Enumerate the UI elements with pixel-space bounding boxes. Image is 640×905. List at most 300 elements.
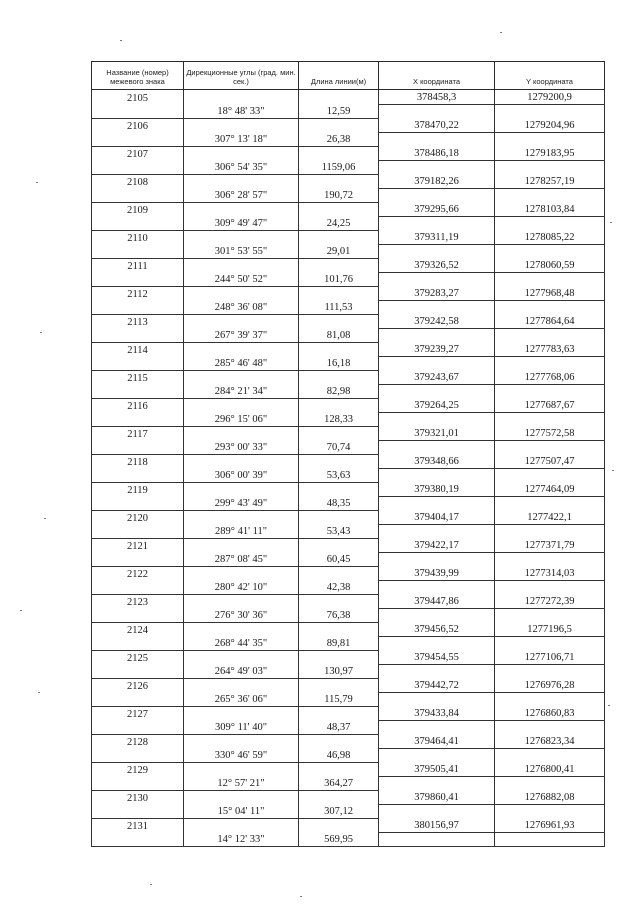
y-blank-cell	[495, 245, 605, 259]
angle-blank-cell	[184, 90, 299, 105]
line-row	[92, 413, 605, 427]
x-blank-cell	[379, 217, 495, 231]
length-blank-cell	[299, 454, 379, 469]
x-coordinate-cell: 379326,52	[379, 258, 495, 273]
x-coordinate-cell: 379239,27	[379, 342, 495, 357]
x-coordinate-cell: 379182,26	[379, 174, 495, 189]
line-row	[92, 105, 605, 119]
direction-angle-cell: 285° 46' 48"	[184, 357, 299, 371]
x-blank-cell	[379, 329, 495, 343]
marker-blank-cell	[92, 637, 184, 651]
direction-angle-cell: 15° 04' 11"	[184, 805, 299, 819]
marker-name-cell: 2116	[92, 398, 184, 413]
line-row	[92, 833, 605, 847]
line-row	[92, 133, 605, 147]
line-length-cell: 70,74	[299, 441, 379, 455]
point-row	[92, 398, 605, 413]
direction-angle-cell: 289° 41' 11"	[184, 525, 299, 539]
x-coordinate-cell: 379283,27	[379, 286, 495, 301]
x-coordinate-cell: 379433,84	[379, 706, 495, 721]
length-blank-cell	[299, 90, 379, 105]
length-blank-cell	[299, 734, 379, 749]
angle-blank-cell	[184, 314, 299, 329]
x-blank-cell	[379, 553, 495, 567]
marker-name-cell: 2114	[92, 342, 184, 357]
marker-name-cell: 2115	[92, 370, 184, 385]
line-length-cell: 16,18	[299, 357, 379, 371]
y-blank-cell	[495, 329, 605, 343]
x-blank-cell	[379, 133, 495, 147]
direction-angle-cell: 296° 15' 06"	[184, 413, 299, 427]
y-blank-cell	[495, 665, 605, 679]
line-length-cell: 128,33	[299, 413, 379, 427]
line-length-cell: 12,59	[299, 105, 379, 119]
line-row	[92, 357, 605, 371]
header-line-length: Длина линии(м)	[299, 62, 379, 90]
x-blank-cell	[379, 385, 495, 399]
angle-blank-cell	[184, 230, 299, 245]
line-length-cell: 89,81	[299, 637, 379, 651]
point-row	[92, 370, 605, 385]
line-length-cell: 46,98	[299, 749, 379, 763]
y-blank-cell	[495, 161, 605, 175]
scan-speck	[608, 705, 610, 706]
marker-blank-cell	[92, 385, 184, 399]
angle-blank-cell	[184, 706, 299, 721]
angle-blank-cell	[184, 790, 299, 805]
marker-blank-cell	[92, 609, 184, 623]
marker-name-cell: 2109	[92, 202, 184, 217]
marker-blank-cell	[92, 273, 184, 287]
direction-angle-cell: 307° 13' 18"	[184, 133, 299, 147]
y-coordinate-cell: 1277422,1	[495, 510, 605, 525]
x-blank-cell	[379, 581, 495, 595]
x-blank-cell	[379, 721, 495, 735]
x-coordinate-cell: 380156,97	[379, 818, 495, 833]
y-coordinate-cell: 1278085,22	[495, 230, 605, 245]
line-length-cell: 111,53	[299, 301, 379, 315]
angle-blank-cell	[184, 370, 299, 385]
scan-speck	[40, 332, 42, 333]
direction-angle-cell: 264° 49' 03"	[184, 665, 299, 679]
marker-blank-cell	[92, 777, 184, 791]
line-row	[92, 189, 605, 203]
x-coordinate-cell: 378458,3	[379, 90, 495, 105]
angle-blank-cell	[184, 538, 299, 553]
point-row	[92, 314, 605, 329]
direction-angle-cell: 306° 54' 35"	[184, 161, 299, 175]
y-coordinate-cell: 1277968,48	[495, 286, 605, 301]
line-row	[92, 469, 605, 483]
point-row	[92, 426, 605, 441]
line-length-cell: 48,35	[299, 497, 379, 511]
length-blank-cell	[299, 230, 379, 245]
header-y-coordinate: Y координата	[495, 62, 605, 90]
direction-angle-cell: 276° 30' 36"	[184, 609, 299, 623]
x-coordinate-cell: 379447,86	[379, 594, 495, 609]
angle-blank-cell	[184, 510, 299, 525]
x-blank-cell	[379, 273, 495, 287]
line-length-cell: 48,37	[299, 721, 379, 735]
point-row	[92, 510, 605, 525]
length-blank-cell	[299, 594, 379, 609]
length-blank-cell	[299, 426, 379, 441]
x-coordinate-cell: 379439,99	[379, 566, 495, 581]
marker-blank-cell	[92, 217, 184, 231]
point-row	[92, 650, 605, 665]
x-blank-cell	[379, 833, 495, 847]
marker-name-cell: 2125	[92, 650, 184, 665]
y-coordinate-cell: 1276961,93	[495, 818, 605, 833]
y-blank-cell	[495, 721, 605, 735]
length-blank-cell	[299, 566, 379, 581]
line-length-cell: 190,72	[299, 189, 379, 203]
x-blank-cell	[379, 609, 495, 623]
x-coordinate-cell: 379321,01	[379, 426, 495, 441]
marker-blank-cell	[92, 413, 184, 427]
length-blank-cell	[299, 706, 379, 721]
direction-angle-cell: 301° 53' 55"	[184, 245, 299, 259]
direction-angle-cell: 265° 36' 06"	[184, 693, 299, 707]
marker-blank-cell	[92, 693, 184, 707]
line-length-cell: 81,08	[299, 329, 379, 343]
x-blank-cell	[379, 693, 495, 707]
y-blank-cell	[495, 581, 605, 595]
y-coordinate-cell: 1278257,19	[495, 174, 605, 189]
y-blank-cell	[495, 609, 605, 623]
point-row	[92, 678, 605, 693]
y-blank-cell	[495, 357, 605, 371]
line-length-cell: 101,76	[299, 273, 379, 287]
line-length-cell: 53,63	[299, 469, 379, 483]
x-coordinate-cell: 378486,18	[379, 146, 495, 161]
y-blank-cell	[495, 469, 605, 483]
marker-blank-cell	[92, 245, 184, 259]
direction-angle-cell: 280° 42' 10"	[184, 581, 299, 595]
marker-name-cell: 2124	[92, 622, 184, 637]
angle-blank-cell	[184, 566, 299, 581]
length-blank-cell	[299, 622, 379, 637]
point-row	[92, 454, 605, 469]
angle-blank-cell	[184, 118, 299, 133]
angle-blank-cell	[184, 678, 299, 693]
y-coordinate-cell: 1279200,9	[495, 90, 605, 105]
line-length-cell: 60,45	[299, 553, 379, 567]
marker-name-cell: 2110	[92, 230, 184, 245]
line-length-cell: 29,01	[299, 245, 379, 259]
header-x-coordinate: X координата	[379, 62, 495, 90]
y-coordinate-cell: 1277196,5	[495, 622, 605, 637]
marker-blank-cell	[92, 133, 184, 147]
marker-blank-cell	[92, 525, 184, 539]
angle-blank-cell	[184, 398, 299, 413]
angle-blank-cell	[184, 594, 299, 609]
x-blank-cell	[379, 189, 495, 203]
marker-blank-cell	[92, 441, 184, 455]
line-length-cell: 24,25	[299, 217, 379, 231]
marker-name-cell: 2107	[92, 146, 184, 161]
y-coordinate-cell: 1277783,63	[495, 342, 605, 357]
length-blank-cell	[299, 370, 379, 385]
y-blank-cell	[495, 413, 605, 427]
scan-speck	[44, 518, 46, 519]
length-blank-cell	[299, 762, 379, 777]
x-coordinate-cell: 379464,41	[379, 734, 495, 749]
marker-blank-cell	[92, 189, 184, 203]
point-row	[92, 762, 605, 777]
y-coordinate-cell: 1278060,59	[495, 258, 605, 273]
line-row	[92, 273, 605, 287]
length-blank-cell	[299, 202, 379, 217]
line-row	[92, 245, 605, 259]
y-blank-cell	[495, 497, 605, 511]
angle-blank-cell	[184, 482, 299, 497]
header-row	[92, 62, 605, 90]
y-coordinate-cell: 1277371,79	[495, 538, 605, 553]
length-blank-cell	[299, 314, 379, 329]
y-blank-cell	[495, 805, 605, 819]
angle-blank-cell	[184, 734, 299, 749]
marker-name-cell: 2105	[92, 90, 184, 105]
x-blank-cell	[379, 525, 495, 539]
marker-name-cell: 2128	[92, 734, 184, 749]
angle-blank-cell	[184, 258, 299, 273]
marker-name-cell: 2108	[92, 174, 184, 189]
y-blank-cell	[495, 189, 605, 203]
direction-angle-cell: 299° 43' 49"	[184, 497, 299, 511]
y-coordinate-cell: 1277864,64	[495, 314, 605, 329]
y-coordinate-cell: 1277314,03	[495, 566, 605, 581]
direction-angle-cell: 330° 46' 59"	[184, 749, 299, 763]
scan-speck	[120, 40, 122, 41]
x-blank-cell	[379, 161, 495, 175]
y-blank-cell	[495, 273, 605, 287]
marker-name-cell: 2131	[92, 818, 184, 833]
y-coordinate-cell: 1277507,47	[495, 454, 605, 469]
line-row	[92, 497, 605, 511]
marker-name-cell: 2111	[92, 258, 184, 273]
x-coordinate-cell: 379348,66	[379, 454, 495, 469]
line-row	[92, 385, 605, 399]
point-row	[92, 622, 605, 637]
direction-angle-cell: 267° 39' 37"	[184, 329, 299, 343]
direction-angle-cell: 284° 21' 34"	[184, 385, 299, 399]
y-blank-cell	[495, 441, 605, 455]
direction-angle-cell: 293° 00' 33"	[184, 441, 299, 455]
x-blank-cell	[379, 105, 495, 119]
y-blank-cell	[495, 301, 605, 315]
angle-blank-cell	[184, 174, 299, 189]
marker-blank-cell	[92, 665, 184, 679]
table-body	[92, 90, 605, 847]
line-row	[92, 329, 605, 343]
length-blank-cell	[299, 174, 379, 189]
point-row	[92, 230, 605, 245]
angle-blank-cell	[184, 342, 299, 357]
length-blank-cell	[299, 818, 379, 833]
scan-speck	[610, 222, 612, 223]
y-blank-cell	[495, 693, 605, 707]
y-coordinate-cell: 1277572,58	[495, 426, 605, 441]
line-length-cell: 1159,06	[299, 161, 379, 175]
length-blank-cell	[299, 118, 379, 133]
length-blank-cell	[299, 678, 379, 693]
marker-blank-cell	[92, 301, 184, 315]
direction-angle-cell: 268° 44' 35"	[184, 637, 299, 651]
y-blank-cell	[495, 749, 605, 763]
marker-name-cell: 2120	[92, 510, 184, 525]
point-row	[92, 286, 605, 301]
y-blank-cell	[495, 385, 605, 399]
y-blank-cell	[495, 525, 605, 539]
line-row	[92, 637, 605, 651]
line-row	[92, 665, 605, 679]
y-coordinate-cell: 1278103,84	[495, 202, 605, 217]
y-coordinate-cell: 1279204,96	[495, 118, 605, 133]
x-coordinate-cell: 379311,19	[379, 230, 495, 245]
x-blank-cell	[379, 637, 495, 651]
y-blank-cell	[495, 833, 605, 847]
scan-speck	[500, 32, 502, 33]
direction-angle-cell: 287° 08' 45"	[184, 553, 299, 567]
line-length-cell: 42,38	[299, 581, 379, 595]
y-blank-cell	[495, 133, 605, 147]
table-header	[92, 62, 605, 90]
y-coordinate-cell: 1277768,06	[495, 370, 605, 385]
line-row	[92, 721, 605, 735]
line-row	[92, 525, 605, 539]
y-coordinate-cell: 1277464,09	[495, 482, 605, 497]
line-length-cell: 569,95	[299, 833, 379, 847]
x-blank-cell	[379, 497, 495, 511]
angle-blank-cell	[184, 202, 299, 217]
point-row	[92, 202, 605, 217]
point-row	[92, 594, 605, 609]
y-blank-cell	[495, 637, 605, 651]
marker-blank-cell	[92, 581, 184, 595]
marker-blank-cell	[92, 721, 184, 735]
line-row	[92, 301, 605, 315]
point-row	[92, 734, 605, 749]
marker-name-cell: 2130	[92, 790, 184, 805]
y-blank-cell	[495, 217, 605, 231]
length-blank-cell	[299, 258, 379, 273]
line-row	[92, 693, 605, 707]
direction-angle-cell: 309° 49' 47"	[184, 217, 299, 231]
line-length-cell: 364,27	[299, 777, 379, 791]
angle-blank-cell	[184, 454, 299, 469]
length-blank-cell	[299, 286, 379, 301]
marker-name-cell: 2127	[92, 706, 184, 721]
marker-name-cell: 2119	[92, 482, 184, 497]
marker-blank-cell	[92, 105, 184, 119]
scan-speck	[300, 896, 302, 897]
scan-speck	[36, 182, 38, 183]
marker-name-cell: 2106	[92, 118, 184, 133]
y-blank-cell	[495, 553, 605, 567]
angle-blank-cell	[184, 762, 299, 777]
line-length-cell: 307,12	[299, 805, 379, 819]
angle-blank-cell	[184, 818, 299, 833]
y-coordinate-cell: 1277272,39	[495, 594, 605, 609]
x-coordinate-cell: 379505,41	[379, 762, 495, 777]
y-blank-cell	[495, 105, 605, 119]
x-blank-cell	[379, 469, 495, 483]
direction-angle-cell: 14° 12' 33"	[184, 833, 299, 847]
length-blank-cell	[299, 510, 379, 525]
boundary-coordinates-sheet	[91, 61, 604, 847]
point-row	[92, 258, 605, 273]
x-coordinate-cell: 379295,66	[379, 202, 495, 217]
length-blank-cell	[299, 342, 379, 357]
x-blank-cell	[379, 301, 495, 315]
marker-name-cell: 2122	[92, 566, 184, 581]
angle-blank-cell	[184, 650, 299, 665]
x-blank-cell	[379, 665, 495, 679]
direction-angle-cell: 306° 00' 39"	[184, 469, 299, 483]
length-blank-cell	[299, 538, 379, 553]
y-coordinate-cell: 1276823,34	[495, 734, 605, 749]
line-row	[92, 581, 605, 595]
x-coordinate-cell: 379242,58	[379, 314, 495, 329]
line-length-cell: 26,38	[299, 133, 379, 147]
y-coordinate-cell: 1277106,71	[495, 650, 605, 665]
marker-blank-cell	[92, 329, 184, 343]
length-blank-cell	[299, 398, 379, 413]
angle-blank-cell	[184, 426, 299, 441]
point-row	[92, 90, 605, 105]
point-row	[92, 146, 605, 161]
scan-speck	[612, 470, 614, 471]
line-length-cell: 82,98	[299, 385, 379, 399]
x-coordinate-cell: 379380,19	[379, 482, 495, 497]
line-row	[92, 161, 605, 175]
line-row	[92, 805, 605, 819]
x-blank-cell	[379, 413, 495, 427]
x-coordinate-cell: 379860,41	[379, 790, 495, 805]
point-row	[92, 706, 605, 721]
scan-speck	[38, 692, 40, 693]
point-row	[92, 818, 605, 833]
marker-name-cell: 2118	[92, 454, 184, 469]
scan-speck	[20, 610, 22, 611]
angle-blank-cell	[184, 286, 299, 301]
marker-blank-cell	[92, 553, 184, 567]
point-row	[92, 342, 605, 357]
point-row	[92, 790, 605, 805]
marker-name-cell: 2129	[92, 762, 184, 777]
scan-speck	[150, 884, 152, 885]
line-length-cell: 130,97	[299, 665, 379, 679]
direction-angle-cell: 306° 28' 57"	[184, 189, 299, 203]
length-blank-cell	[299, 650, 379, 665]
direction-angle-cell: 309° 11' 40"	[184, 721, 299, 735]
x-coordinate-cell: 379422,17	[379, 538, 495, 553]
x-coordinate-cell: 379404,17	[379, 510, 495, 525]
marker-blank-cell	[92, 357, 184, 371]
line-row	[92, 777, 605, 791]
marker-blank-cell	[92, 805, 184, 819]
header-marker-name: Название (номер) межевого знака	[92, 62, 184, 90]
marker-name-cell: 2117	[92, 426, 184, 441]
x-coordinate-cell: 379243,67	[379, 370, 495, 385]
point-row	[92, 174, 605, 189]
length-blank-cell	[299, 146, 379, 161]
marker-name-cell: 2112	[92, 286, 184, 301]
x-coordinate-cell: 379442,72	[379, 678, 495, 693]
x-blank-cell	[379, 805, 495, 819]
line-row	[92, 441, 605, 455]
